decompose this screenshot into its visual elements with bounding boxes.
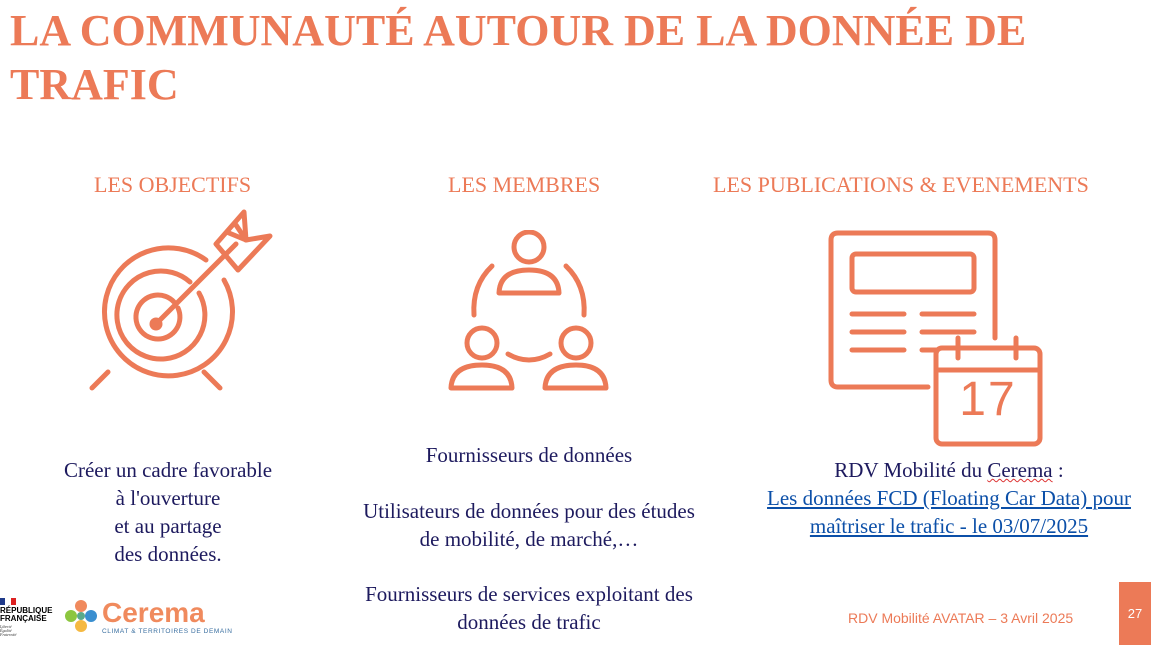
- members-data-users-l1: Utilisateurs de données pour des études: [363, 499, 695, 523]
- members-service-providers-l1: Fournisseurs de services exploitant des: [365, 582, 693, 606]
- publication-link-l1[interactable]: Les données FCD (Floating Car Data) pour: [767, 486, 1131, 510]
- footer-event-text: RDV Mobilité AVATAR – 3 Avril 2025: [848, 610, 1074, 626]
- members-heading: LES MEMBRES: [448, 172, 601, 197]
- objectives-line: des données.: [114, 542, 222, 566]
- slide-title: LA COMMUNAUTÉ AUTOUR DE LA DONNÉE DE TRAFIC: [10, 6, 1027, 109]
- calendar-day: 17: [959, 373, 1017, 426]
- objectives-text: [40, 456, 296, 568]
- rf-motto: Fraternité: [0, 632, 17, 637]
- objectives-line: et au partage: [114, 514, 222, 538]
- event-line: [740, 456, 1151, 484]
- members-data-users-l2: de mobilité, de marché,…: [419, 527, 639, 551]
- cerema-tagline: CLIMAT & TERRITOIRES DE DEMAIN: [102, 628, 233, 635]
- publications-text: [740, 456, 1151, 540]
- objectives-line: Créer un cadre favorable: [63, 458, 273, 482]
- publication-link-l2[interactable]: maîtriser le trafic - le 03/07/2025: [809, 514, 1089, 538]
- event-org: Cerema: [987, 458, 1053, 482]
- publications-heading: LES PUBLICATIONS & EVENEMENTS: [713, 172, 1089, 197]
- event-prefix: RDV Mobilité du: [834, 458, 988, 482]
- objectives-heading: LES OBJECTIFS: [94, 172, 252, 197]
- members-data-providers: Fournisseurs de données: [425, 443, 633, 467]
- event-suffix: :: [1052, 458, 1064, 482]
- rf-motto: Égalité: [0, 628, 12, 633]
- tricolor-flag-icon: [0, 598, 16, 605]
- team-circle-icon: [448, 230, 612, 394]
- republique-francaise-logo: [0, 598, 53, 638]
- rf-line: FRANÇAISE: [0, 614, 47, 623]
- cerema-name: Cerema: [102, 597, 205, 628]
- members-text: [330, 441, 728, 636]
- rf-line: RÉPUBLIQUE: [0, 606, 53, 615]
- members-service-providers-l2: données de trafic: [457, 610, 601, 634]
- rf-motto: Liberté: [0, 624, 12, 629]
- target-arrow-icon: [86, 208, 276, 394]
- objectives-line: à l'ouverture: [115, 486, 221, 510]
- cerema-emblem-icon: [62, 598, 100, 634]
- page-number: 27: [1119, 582, 1151, 645]
- cerema-logo: [62, 597, 233, 638]
